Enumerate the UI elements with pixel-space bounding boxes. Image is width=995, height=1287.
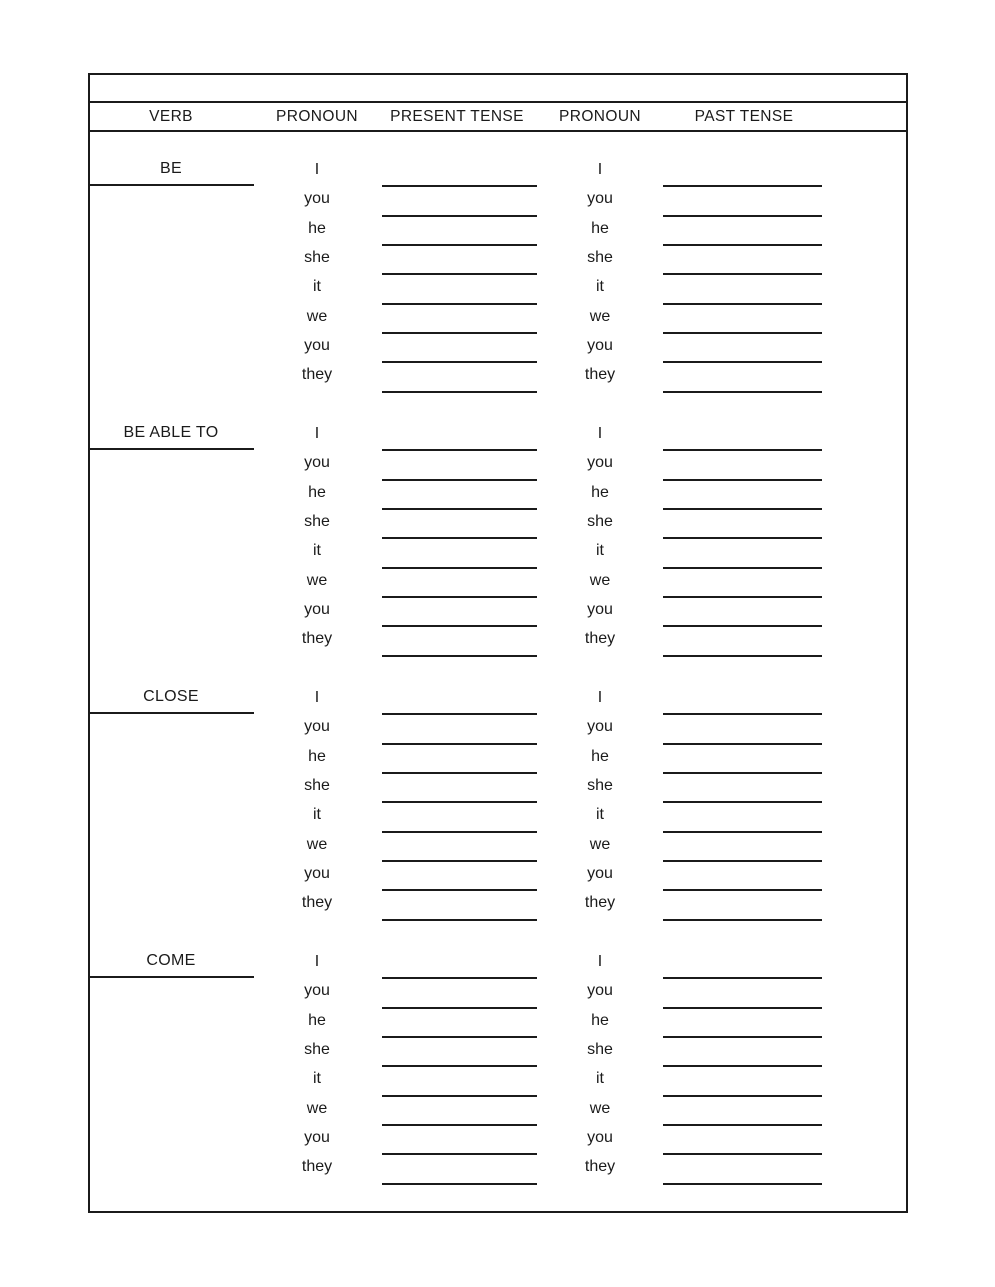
conjugation-row	[90, 302, 906, 331]
pronoun-past-label: you	[587, 454, 613, 472]
conjugation-row	[90, 1064, 906, 1093]
conjugation-row	[90, 1006, 906, 1035]
present-tense-blank-line	[382, 391, 537, 393]
conjugation-row	[90, 888, 906, 917]
pronoun-present-label: we	[306, 571, 328, 589]
pronoun-present-label: they	[301, 1158, 333, 1176]
column-header-pronoun-present: PRONOUN	[275, 107, 359, 125]
pronoun-past-label: we	[589, 835, 611, 853]
pronoun-present-label: we	[306, 1099, 328, 1117]
pronoun-present-label: I	[314, 161, 320, 178]
verb-label: BE	[88, 155, 254, 186]
pronoun-rows	[90, 947, 906, 1182]
past-tense-blank-line	[663, 655, 822, 657]
conjugation-row	[90, 214, 906, 243]
pronoun-present-label: it	[313, 1070, 321, 1088]
conjugation-row	[90, 184, 906, 213]
pronoun-present-label: it	[313, 806, 321, 824]
past-tense-blank-line	[663, 391, 822, 393]
pronoun-present-label: you	[304, 1128, 330, 1146]
pronoun-past-label: I	[597, 161, 603, 178]
conjugation-row	[90, 1152, 906, 1181]
pronoun-present-label: you	[304, 600, 330, 618]
verb-section	[90, 683, 906, 947]
pronoun-past-label: it	[596, 806, 604, 824]
verb-label: BE ABLE TO	[88, 419, 254, 450]
conjugation-row	[90, 595, 906, 624]
pronoun-past-label: they	[584, 366, 616, 384]
pronoun-present-label: she	[304, 1040, 330, 1058]
pronoun-present-label: they	[301, 894, 333, 912]
pronoun-past-label: I	[597, 689, 603, 706]
present-tense-blank-line	[382, 919, 537, 921]
conjugation-row	[90, 419, 906, 448]
pronoun-past-label: he	[591, 1011, 609, 1029]
pronoun-present-label: she	[304, 512, 330, 530]
pronoun-present-label: you	[304, 864, 330, 882]
pronoun-past-label: she	[587, 776, 613, 794]
pronoun-past-label: you	[587, 336, 613, 354]
pronoun-past-label: we	[589, 307, 611, 325]
pronoun-rows	[90, 419, 906, 654]
verb-section	[90, 947, 906, 1211]
column-header-row	[90, 103, 906, 132]
pronoun-present-label: he	[308, 1011, 326, 1029]
conjugation-row	[90, 272, 906, 301]
pronoun-present-label: you	[304, 718, 330, 736]
conjugation-row	[90, 771, 906, 800]
conjugation-row	[90, 742, 906, 771]
pronoun-past-label: we	[589, 1099, 611, 1117]
conjugation-row	[90, 360, 906, 389]
verb-label: CLOSE	[88, 683, 254, 714]
pronoun-rows	[90, 683, 906, 918]
column-header-pronoun-past: PRONOUN	[558, 107, 642, 125]
pronoun-past-label: you	[587, 718, 613, 736]
conjugation-row	[90, 331, 906, 360]
verb-label: COME	[88, 947, 254, 978]
pronoun-past-label: I	[597, 425, 603, 442]
pronoun-present-label: she	[304, 248, 330, 266]
pronoun-present-label: it	[313, 542, 321, 560]
pronoun-past-label: we	[589, 571, 611, 589]
conjugation-row	[90, 448, 906, 477]
pronoun-past-label: they	[584, 1158, 616, 1176]
pronoun-present-label: you	[304, 982, 330, 1000]
conjugation-row	[90, 947, 906, 976]
verb-section	[90, 419, 906, 683]
pronoun-past-label: you	[587, 864, 613, 882]
pronoun-present-label: you	[304, 336, 330, 354]
column-header-verb: VERB	[149, 107, 193, 125]
pronoun-past-label: you	[587, 190, 613, 208]
pronoun-past-label: she	[587, 512, 613, 530]
pronoun-present-label: we	[306, 835, 328, 853]
conjugation-row	[90, 1123, 906, 1152]
pronoun-present-label: you	[304, 190, 330, 208]
conjugation-row	[90, 712, 906, 741]
past-tense-blank-line	[663, 1183, 822, 1185]
conjugation-row	[90, 566, 906, 595]
pronoun-present-label: I	[314, 689, 320, 706]
conjugation-row	[90, 683, 906, 712]
conjugation-row	[90, 1094, 906, 1123]
pronoun-past-label: they	[584, 894, 616, 912]
conjugation-row	[90, 624, 906, 653]
pronoun-past-label: you	[587, 1128, 613, 1146]
conjugation-row	[90, 536, 906, 565]
past-tense-blank-line	[663, 919, 822, 921]
pronoun-past-label: she	[587, 1040, 613, 1058]
conjugation-row	[90, 859, 906, 888]
pronoun-present-label: they	[301, 366, 333, 384]
pronoun-present-label: he	[308, 219, 326, 237]
pronoun-present-label: it	[313, 278, 321, 296]
pronoun-present-label: we	[306, 307, 328, 325]
pronoun-past-label: you	[587, 982, 613, 1000]
pronoun-past-label: it	[596, 1070, 604, 1088]
conjugation-row	[90, 800, 906, 829]
title-band	[90, 75, 906, 103]
pronoun-present-label: I	[314, 425, 320, 442]
pronoun-present-label: they	[301, 630, 333, 648]
pronoun-past-label: he	[591, 219, 609, 237]
present-tense-blank-line	[382, 1183, 537, 1185]
pronoun-past-label: it	[596, 542, 604, 560]
pronoun-past-label: he	[591, 747, 609, 765]
conjugation-row	[90, 478, 906, 507]
verb-section	[90, 155, 906, 419]
conjugation-row	[90, 155, 906, 184]
pronoun-present-label: you	[304, 454, 330, 472]
pronoun-past-label: they	[584, 630, 616, 648]
pronoun-present-label: I	[314, 953, 320, 970]
pronoun-present-label: he	[308, 747, 326, 765]
conjugation-row	[90, 976, 906, 1005]
pronoun-rows	[90, 155, 906, 390]
conjugation-row	[90, 830, 906, 859]
conjugation-row	[90, 243, 906, 272]
pronoun-past-label: you	[587, 600, 613, 618]
worksheet-page	[88, 73, 908, 1213]
pronoun-present-label: he	[308, 483, 326, 501]
conjugation-row	[90, 507, 906, 536]
pronoun-past-label: he	[591, 483, 609, 501]
column-header-present-tense: PRESENT TENSE	[390, 107, 524, 125]
conjugation-row	[90, 1035, 906, 1064]
present-tense-blank-line	[382, 655, 537, 657]
pronoun-past-label: it	[596, 278, 604, 296]
pronoun-past-label: I	[597, 953, 603, 970]
pronoun-present-label: she	[304, 776, 330, 794]
column-header-past-tense: PAST TENSE	[694, 107, 794, 125]
worksheet-body	[90, 155, 906, 1211]
pronoun-past-label: she	[587, 248, 613, 266]
